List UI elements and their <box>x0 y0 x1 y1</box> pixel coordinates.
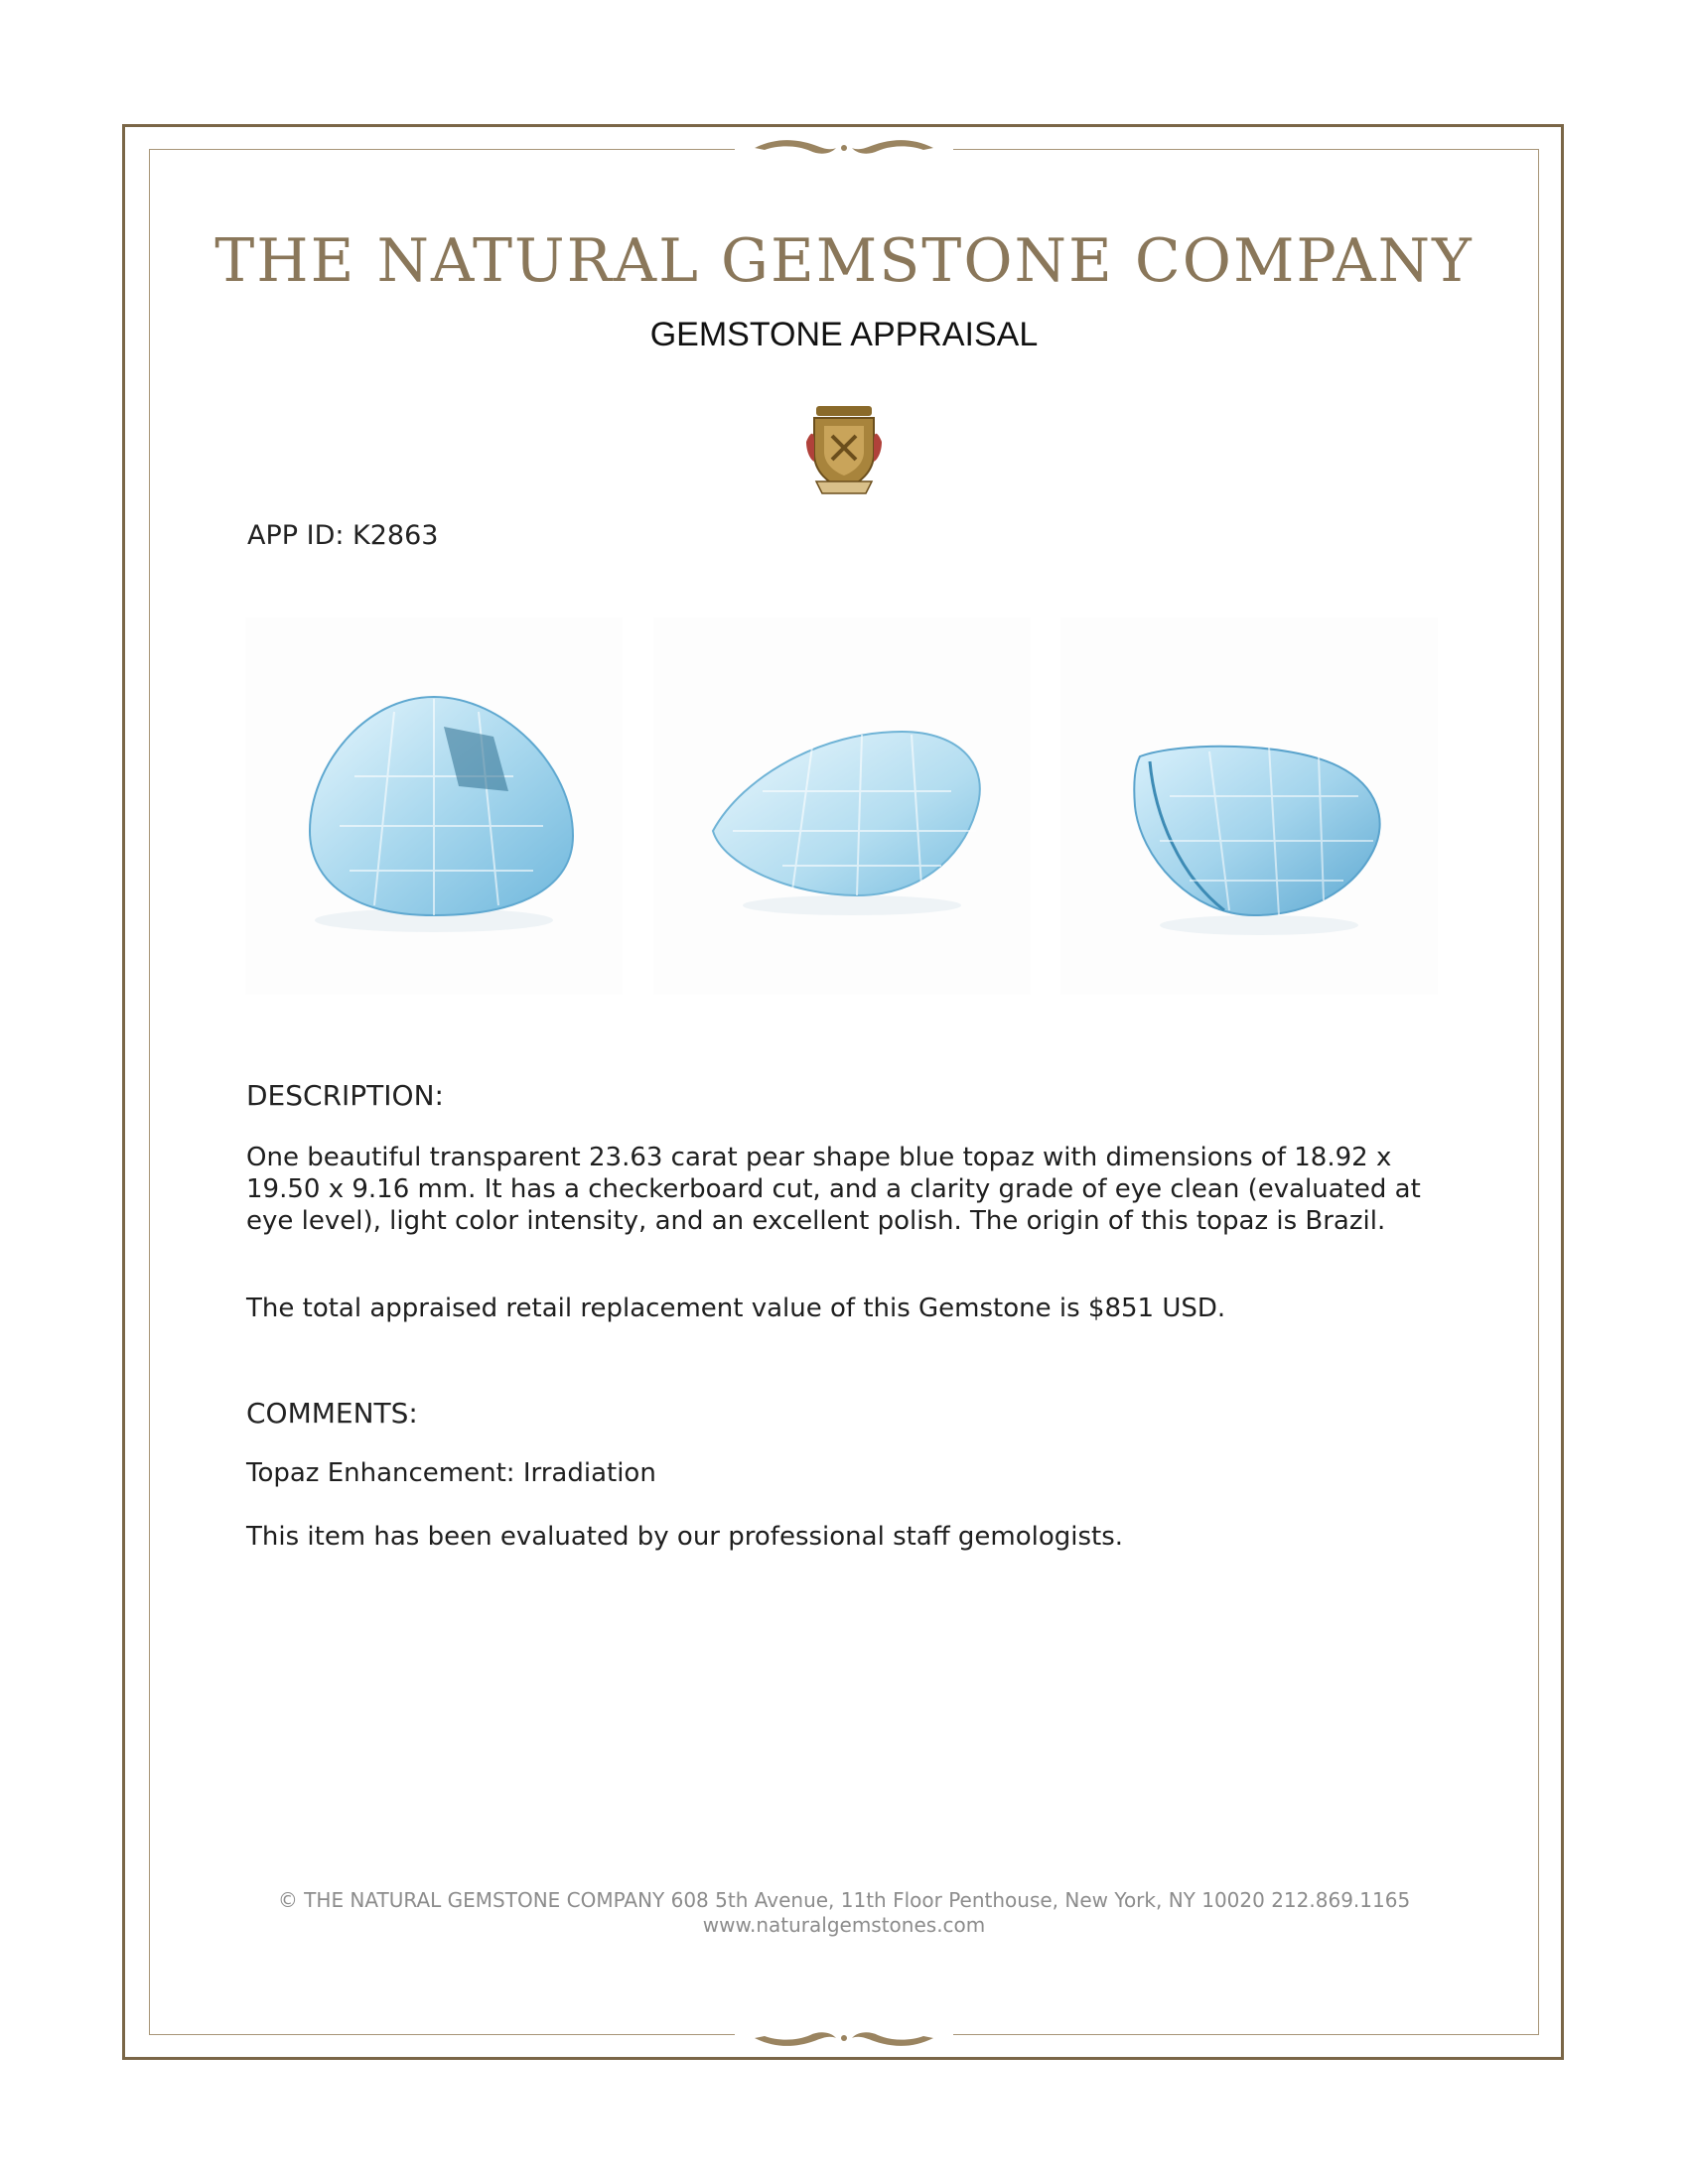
description-heading: DESCRIPTION: <box>246 1079 444 1112</box>
ornament-bottom-icon <box>735 2023 953 2053</box>
appraised-value-statement: The total appraised retail replacement value of this Gemstone is $851 USD. <box>246 1294 1226 1323</box>
app-id-label: APP ID: K2863 <box>247 520 439 551</box>
company-name: THE NATURAL GEMSTONE COMPANY <box>214 226 1474 296</box>
gem-photo-angle <box>1060 617 1438 995</box>
crest-logo-icon <box>802 402 886 497</box>
enhancement-comment: Topaz Enhancement: Irradiation <box>246 1458 656 1488</box>
evaluation-comment: This item has been evaluated by our professional staff gemologists. <box>246 1522 1124 1552</box>
document-title: GEMSTONE APPRAISAL <box>649 316 1039 353</box>
comments-heading: COMMENTS: <box>246 1397 418 1430</box>
gem-photo-front <box>245 617 623 995</box>
gem-photo-side <box>653 617 1031 995</box>
ornament-top-icon <box>735 133 953 163</box>
description-paragraph: One beautiful transparent 23.63 carat pear shape blue topaz with dimensions of 18.92 x 19.50 x 9.16 mm. It has a checkerboard cut, and a clarity grade of eye clean (evaluated at eye level), light color intensity, and an excellent polish. The origin of this topaz is Brazil. <box>246 1143 1421 1236</box>
footer-address: © THE NATURAL GEMSTONE COMPANY 608 5th Avenue, 11th Floor Penthouse, New York, NY 10020 212.869.1165 <box>277 1888 1411 1912</box>
footer-website-link[interactable]: www.naturalgemstones.com <box>702 1913 986 1937</box>
